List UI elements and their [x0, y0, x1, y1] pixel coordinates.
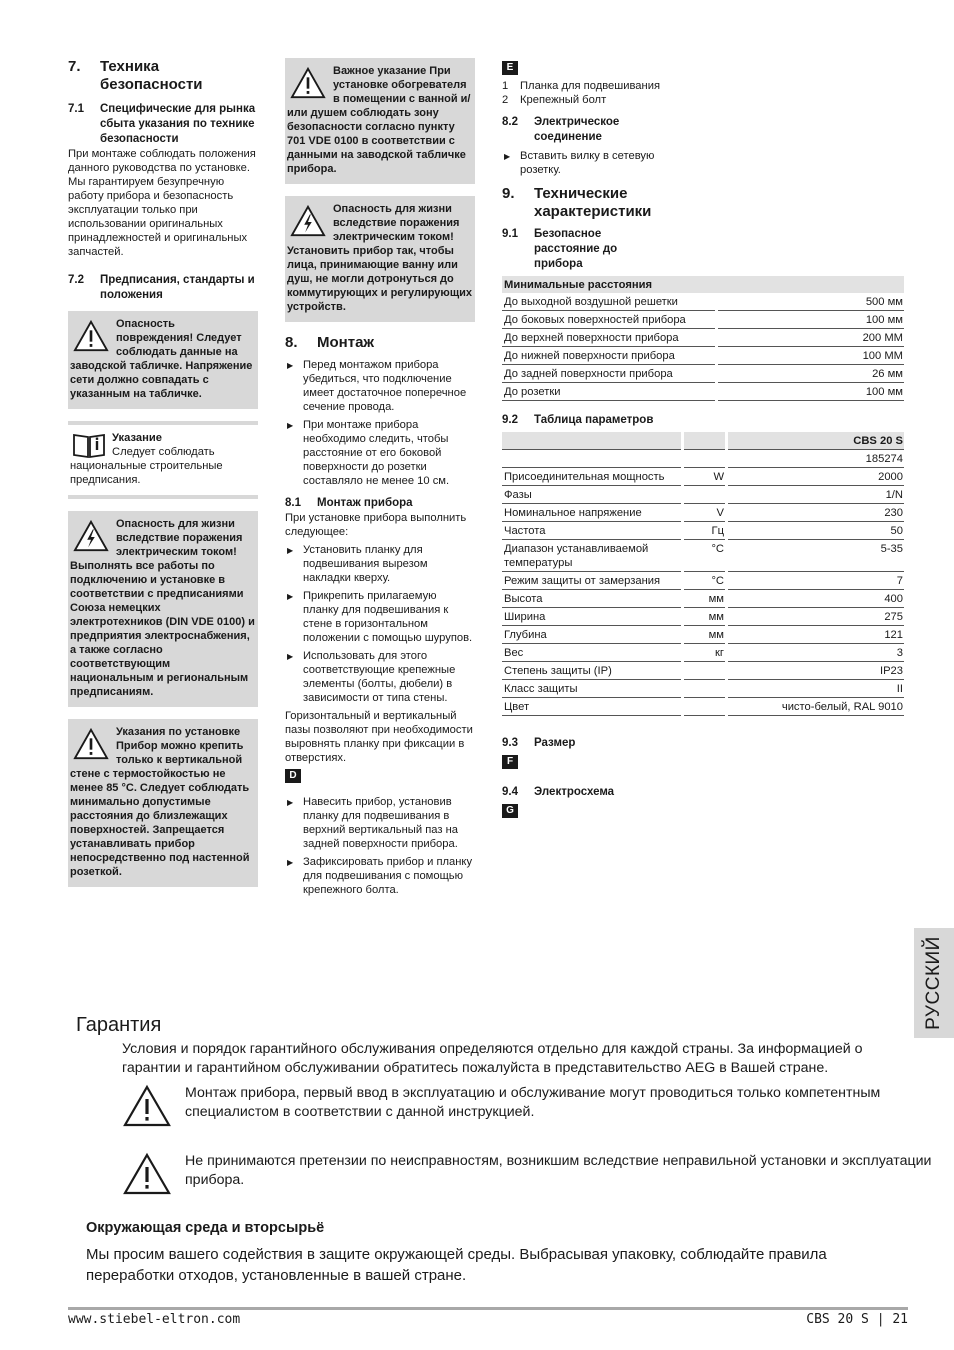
figure-label-f: F: [502, 755, 518, 769]
table-row: Частота Гц 50: [502, 522, 904, 540]
table-row: Диапазон устанавливаемой температуры °C 5-35: [502, 540, 904, 572]
table-header-row: CBS 20 S: [502, 432, 904, 450]
section-8-2-steps: [502, 149, 682, 177]
section-8-1-after: Горизонтальный и вертикальный пазы позволяют при необходимости выровнять планку при фиксации в отверстиях.: [285, 710, 473, 764]
list-item: ▶ Прикрепить прилагаемую планку для подвешивания к стене в горизонтальном положении с помощью шурупов.: [285, 589, 475, 645]
warning-triangle-icon: [122, 1084, 172, 1128]
table-row: Цвет чисто-белый, RAL 9010: [502, 698, 904, 716]
warning-triangle-icon: [289, 66, 327, 100]
table-row: Режим защиты от замерзания °C 7: [502, 572, 904, 590]
table-row: До выходной воздушной решетки 500 мм: [502, 293, 904, 311]
distance-table: [499, 276, 907, 401]
environment-text: Мы просим вашего содействия в защите окружающей среды. Выбрасывая упаковку, соблюдайте правила переработки отходов, установленные в вашей стране.: [86, 1246, 827, 1284]
table-row: Присоединительная мощность W 2000: [502, 468, 904, 486]
guarantee-warning-1: Монтаж прибора, первый ввод в эксплуатацию и обслуживание могут проводиться только компетентным специалистом в соответствии с данной инструкцией.: [122, 1084, 932, 1128]
figure-label-d: D: [285, 769, 301, 783]
environment-title: Окружающая среда и вторсырьё: [86, 1220, 325, 1236]
electric-hazard-icon: [289, 204, 327, 238]
list-item: ▶ Зафиксировать прибор и планку для подвешивания с помощью крепежного болта.: [285, 855, 475, 897]
section-8-1-steps: [285, 543, 475, 705]
column-2: [285, 58, 475, 901]
language-side-tab: РУССКИЙ: [914, 928, 954, 1038]
note-text: Следует соблюдать национальные строительные предписания.: [70, 446, 223, 486]
table-row: Глубина мм 121: [502, 626, 904, 644]
table-row: Ширина мм 275: [502, 608, 904, 626]
section-9-heading: 9. Технические характеристики: [502, 185, 652, 220]
table-row: До верхней поверхности прибора 200 ММ: [502, 329, 904, 347]
warning-box-electric: Опасность для жизни вследствие поражения электрическим током! Выполнять все работы по подключению и установке в соответствии с предписаниями Союза немецких электротехников (DIN VDE 0100) и предприятия электроснабжения, а также согласно соответствующим национальным и региональным предписаниям.: [68, 511, 258, 707]
table-row: До задней поверхности прибора 26 мм: [502, 365, 904, 383]
section-9-4-heading: 9.4 Электросхема: [502, 786, 615, 798]
column-3: [502, 60, 907, 822]
table-row: Фазы 1/N: [502, 486, 904, 504]
warning-triangle-icon: [122, 1152, 172, 1196]
warning-box-installation: Указания по установке Прибор можно крепить только к вертикальной стене с термостойкостью не менее 85 °C. Следует соблюдать минимально допустимые расстояния до близлежащих поверхностей. Запрещается устанавливать прибор непосредственно под настенной розеткой.: [68, 719, 258, 887]
table-header-row: Минимальные расстояния: [502, 276, 904, 293]
note-title: Указание: [112, 432, 162, 444]
table-row: 185274: [502, 450, 904, 468]
electric-hazard-icon: [72, 519, 110, 553]
warning-box-damage: Опасность повреждения! Следует соблюдать данные на заводской табличке. Напряжение сети должно совпадать с указанным на табличке.: [68, 311, 258, 409]
table-row: Номинальное напряжение V 230: [502, 504, 904, 522]
list-item: ▶ Перед монтажом прибора убедиться, что подключение имеет достаточное поперечное сечение провода.: [285, 358, 475, 414]
table-row: До розетки 100 мм: [502, 383, 904, 401]
book-icon: [72, 431, 106, 459]
section-8-2-heading: 8.2 Электрическое соединение: [502, 116, 620, 143]
warning-triangle-icon: [72, 727, 110, 761]
figure-label-e: E: [502, 61, 518, 75]
guarantee-text: Условия и порядок гарантийного обслуживания определяются отдельно для каждой страны. За информацией о гарантии и гарантийном обслуживании обратитесь пожалуйста в представительство AEG в Вашей стране.: [122, 1041, 863, 1076]
list-item: ▶ Вставить вилку в сетевую розетку.: [502, 149, 682, 177]
footer-divider: [68, 1307, 908, 1310]
section-8-steps: [285, 358, 475, 488]
section-7-2-heading: 7.2 Предписания, стандарты и положения: [68, 274, 255, 301]
figure-label-g: G: [502, 804, 518, 818]
table-row: Высота мм 400: [502, 590, 904, 608]
footer-page-number: CBS 20 S | 21: [806, 1312, 908, 1327]
section-8-1-heading: 8.1 Монтаж прибора: [285, 497, 413, 509]
list-item: ▶ Использовать для этого соответствующие крепежные элементы (болты, дюбели) в зависимости от типа стены.: [285, 649, 475, 705]
section-7-1-heading: 7.1 Специфические для рынка сбыта указания по технике безопасности: [68, 103, 256, 145]
parameter-table: [499, 432, 907, 716]
section-8-heading: 8. Монтаж: [285, 334, 375, 351]
footer-url: www.stiebel-eltron.com: [68, 1312, 241, 1327]
section-9-3-heading: 9.3 Размер: [502, 737, 576, 749]
warning-triangle-icon: [72, 319, 110, 353]
legend-item: 1 Планка для подвешивания: [502, 80, 661, 92]
section-9-2-heading: 9.2 Таблица параметров: [502, 414, 654, 426]
note-box-building-regulations: [68, 421, 258, 499]
section-7-heading: 7. Техника безопасности: [68, 58, 203, 93]
section-9-1-heading: 9.1 Безопасное расстояние до прибора: [502, 228, 618, 270]
guarantee-warning-2: Не принимаются претензии по неисправностям, возникшим вследствие неправильной установки и эксплуатации прибора.: [122, 1152, 932, 1196]
section-7-1-text-2: Мы гарантируем безупречную работу прибора и безопасность эксплуатации только при использовании оригинальных принадлежностей и оригинальных запчастей.: [68, 176, 248, 258]
table-row: До нижней поверхности прибора 100 ММ: [502, 347, 904, 365]
figure-d-steps: [285, 795, 475, 897]
column-1: [68, 58, 258, 899]
legend-item: 2 Крепежный болт: [502, 94, 607, 106]
list-item: ▶ Установить планку для подвешивания вырезом накладки кверху.: [285, 543, 475, 585]
warning-box-bathroom: Важное указание При установке обогревателя в помещении с ванной и/ или душем соблюдать зону безопасности согласно пункту 701 VDE 0100 в соответствии с данными на заводской табличке прибора.: [285, 58, 475, 184]
table-row: Вес кг 3: [502, 644, 904, 662]
list-item: ▶ При монтаже прибора необходимо следить, чтобы расстояние от его боковой поверхности до розетки составляло не менее 10 см.: [285, 418, 475, 488]
section-8-1-intro: При установке прибора выполнить следующее:: [285, 512, 467, 538]
list-item: ▶ Навесить прибор, установив планку для подвешивания в верхний вертикальный паз на задней поверхности прибора.: [285, 795, 475, 851]
table-row: До боковых поверхностей прибора 100 мм: [502, 311, 904, 329]
section-7-1-text-1: При монтаже соблюдать положения данного руководства по установке.: [68, 148, 256, 174]
guarantee-title: Гарантия: [76, 1014, 162, 1036]
table-row: Степень защиты (IP) IP23: [502, 662, 904, 680]
warning-box-electric-shower: Опасность для жизни вследствие поражения электрическим током! Установить прибор так, чтобы лица, принимающие ванну или душ, не могли дотронуться до коммутирующих и регулирующих устройств.: [285, 196, 475, 322]
table-row: Класс защиты II: [502, 680, 904, 698]
